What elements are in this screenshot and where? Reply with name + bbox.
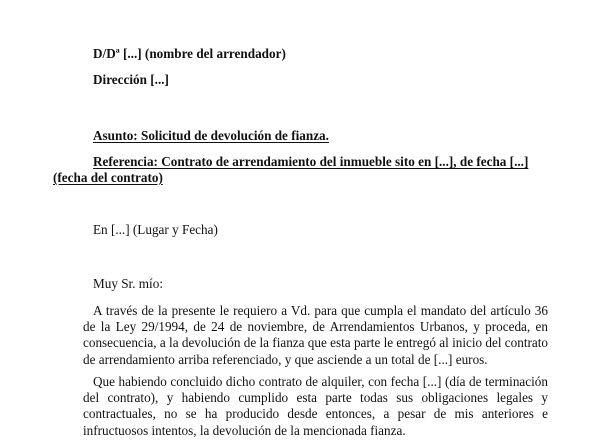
recipient-address: Dirección [...] (93, 72, 169, 87)
reference-line-2: (fecha del contrato) (53, 170, 163, 185)
reference-line-1: Referencia: Contrato de arrendamiento del inmueble sito en [...], de fecha [...] (93, 154, 529, 169)
greeting: Muy Sr. mío: (93, 276, 163, 291)
place-date: En [...] (Lugar y Fecha) (93, 222, 218, 237)
subject-line: Asunto: Solicitud de devolución de fianza. (93, 128, 329, 143)
body-paragraph-1: A través de la presente le requiero a Vd. para que cumpla el mandato del artículo 36 de la Ley 29/1994, de 24 de noviembre, de Arrendamientos Urbanos, y proceda, en consecuencia, a la devolución de la fianza que esta parte le entregó al inicio del contrato de arrendamiento arriba referenciado, y que asciende a un total de [...] euros. (83, 303, 549, 367)
body-paragraph-2: Que habiendo concluido dicho contrato de alquiler, con fecha [...] (día de terminación del contrato), y habiendo cumplido esta parte todas sus obligaciones legales y contractuales, no se ha producido desde entonces, a pesar de mis anteriores e infructuosos intentos, la devolución de la mencionada fianza. (83, 374, 548, 438)
recipient-name: D/Dª [...] (nombre del arrendador) (93, 46, 286, 61)
